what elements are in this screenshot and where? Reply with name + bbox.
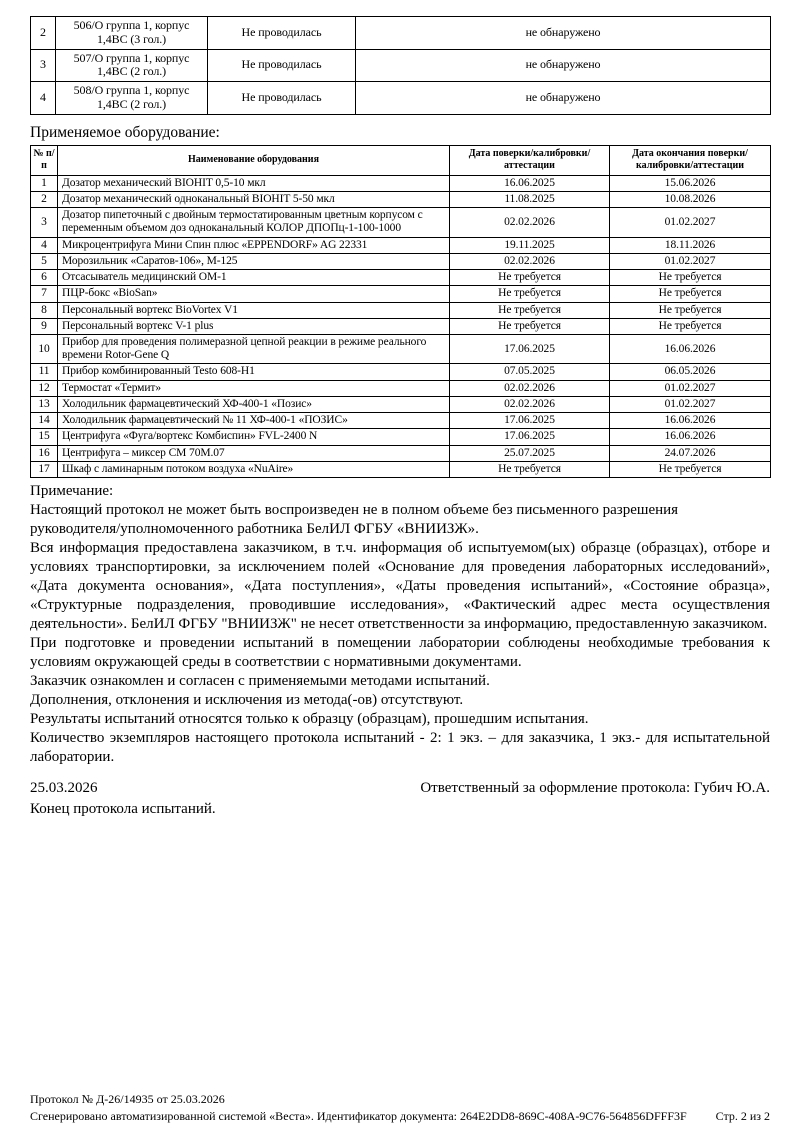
footer-protocol-line: Протокол № Д-26/14935 от 25.03.2026 [30,1092,225,1106]
equipment-name-cell: Центрифуга – миксер СМ 70М.07 [58,445,450,461]
equipment-row [31,237,771,253]
equipment-name-cell: Дозатор механический BIOHIT 0,5-10 мкл [58,175,450,191]
results-row [31,49,771,82]
equipment-row [31,334,771,363]
sample-number-cell: 2 [31,17,56,50]
test-status-cell: Не проводилась [208,82,356,115]
verification-end-date-cell: Не требуется [610,461,771,477]
equipment-row-number-cell: 5 [31,253,58,269]
equipment-row-number-cell: 12 [31,380,58,396]
verification-date-cell: Не требуется [450,318,610,334]
equipment-row [31,429,771,445]
sample-description-cell: 507/О группа 1, корпус 1,4ВС (2 гол.) [56,49,208,82]
footer-generated-line [30,1108,770,1125]
equipment-row [31,302,771,318]
equipment-row [31,318,771,334]
verification-end-date-cell: Не требуется [610,302,771,318]
page-footer [30,1091,770,1125]
equipment-row [31,413,771,429]
equipment-row-number-cell: 11 [31,364,58,380]
results-table [30,16,771,115]
verification-end-date-cell: 01.02.2027 [610,208,771,237]
equipment-section-title: Применяемое оборудование: [30,123,220,141]
test-result-cell: не обнаружено [356,82,771,115]
equipment-row-number-cell: 13 [31,396,58,412]
equipment-name-cell: Центрифуга «Фуга/вортекс Комбиспин» FVL-2400 N [58,429,450,445]
sample-description-cell: 508/О группа 1, корпус 1,4ВС (2 гол.) [56,82,208,115]
equipment-table-body [31,175,771,477]
note-paragraph: Вся информация предоставлена заказчиком, в т.ч. информация об испытуемом(ых) образце (образцах), отборе и условиях транспортировки, за исключением полей «Основание для проведения лабораторных исследований», «Дата документа основания», «Дата поступления», «Даты проведения испытаний», «Состояние образца», «Структурные подразделения, проводившие исследования», «Фактический адрес места осуществления деятельности». БелИЛ ФГБУ "ВНИИЗЖ" не несет ответственности за информацию, предоставленную заказчиком. [30,539,770,632]
note-paragraph: Результаты испытаний относятся только к образцу (образцам), прошедшим испытания. [30,710,589,727]
equipment-table [30,145,771,478]
equipment-name-cell: Персональный вортекс BioVortex V1 [58,302,450,318]
note-paragraph: Заказчик ознакомлен и согласен с применяемыми методами испытаний. [30,672,490,689]
equipment-row-number-cell: 15 [31,429,58,445]
equipment-table-header [31,145,771,175]
equipment-name-cell: Прибор для проведения полимеразной цепной реакции в режиме реального времени Rotor-Gene Q [58,334,450,363]
verification-date-cell: 19.11.2025 [450,237,610,253]
verification-end-date-cell: 16.06.2026 [610,429,771,445]
results-row [31,82,771,115]
equipment-row [31,396,771,412]
verification-end-date-cell: Не требуется [610,270,771,286]
equipment-row-number-cell: 6 [31,270,58,286]
header-row-number: № п/п [31,145,58,175]
equipment-row-number-cell: 9 [31,318,58,334]
page-number: Стр. 2 из 2 [715,1109,770,1123]
verification-end-date-cell: 01.02.2027 [610,380,771,396]
equipment-header-row [31,145,771,175]
verification-date-cell: 17.06.2025 [450,429,610,445]
equipment-row-number-cell: 10 [31,334,58,363]
equipment-row [31,445,771,461]
equipment-row [31,208,771,237]
equipment-name-cell: Отсасыватель медицинский ОМ-1 [58,270,450,286]
equipment-row [31,270,771,286]
verification-date-cell: 11.08.2025 [450,192,610,208]
test-result-cell: не обнаружено [356,49,771,82]
results-table-body [31,17,771,115]
verification-end-date-cell: 06.05.2026 [610,364,771,380]
verification-date-cell: Не требуется [450,286,610,302]
note-paragraph: Количество экземпляров настоящего протокола испытаний - 2: 1 экз. – для заказчика, 1 экз.- для испытательной лаборатории. [30,729,770,765]
protocol-date: 25.03.2026 [30,779,98,796]
equipment-name-cell: Персональный вортекс V-1 plus [58,318,450,334]
sample-number-cell: 3 [31,49,56,82]
equipment-row [31,286,771,302]
verification-date-cell: 16.06.2025 [450,175,610,191]
sample-description-cell: 506/О группа 1, корпус 1,4ВС (3 гол.) [56,17,208,50]
equipment-name-cell: Прибор комбинированный Testo 608-Н1 [58,364,450,380]
equipment-row-number-cell: 8 [31,302,58,318]
equipment-name-cell: Термостат «Термит» [58,380,450,396]
verification-date-cell: 25.07.2025 [450,445,610,461]
test-status-cell: Не проводилась [208,49,356,82]
equipment-row-number-cell: 4 [31,237,58,253]
header-verification-date: Дата поверки/калибровки/аттестации [450,145,610,175]
verification-date-cell: 17.06.2025 [450,413,610,429]
header-verification-end-date: Дата окончания поверки/калибровки/аттестации [610,145,771,175]
equipment-name-cell: ПЦР-бокс «BioSan» [58,286,450,302]
verification-end-date-cell: Не требуется [610,286,771,302]
verification-date-cell: Не требуется [450,302,610,318]
verification-end-date-cell: 24.07.2026 [610,445,771,461]
verification-end-date-cell: 15.06.2026 [610,175,771,191]
verification-date-cell: 02.02.2026 [450,396,610,412]
note-paragraph: При подготовке и проведении испытаний в помещении лаборатории соблюдены необходимые требования к условиям окружающей среды в соответствии с нормативными документами. [30,634,770,670]
footer-generated-text: Сгенерировано автоматизированной системой «Веста». Идентификатор документа: 264E2DD8-869C-408A-9C76-564856DFFF3F [30,1109,687,1123]
sample-number-cell: 4 [31,82,56,115]
verification-date-cell: 17.06.2025 [450,334,610,363]
equipment-name-cell: Дозатор механический одноканальный BIOHIT 5-50 мкл [58,192,450,208]
notes-section [30,482,770,767]
equipment-row [31,364,771,380]
test-status-cell: Не проводилась [208,17,356,50]
verification-date-cell: 02.02.2026 [450,380,610,396]
verification-end-date-cell: 16.06.2026 [610,413,771,429]
note-paragraph: Настоящий протокол не может быть воспроизведен не в полном объеме без письменного разрешения руководителя/уполномоченного работника БелИЛ ФГБУ «ВНИИЗЖ». [30,501,679,537]
notes-paragraphs [30,501,770,767]
verification-date-cell: 02.02.2026 [450,253,610,269]
results-row [31,17,771,50]
equipment-name-cell: Дозатор пипеточный с двойным термостатированным цветным корпусом с переменным объемом доз одноканальный КОЛОР ДПОПц-1-100-1000 [58,208,450,237]
equipment-row-number-cell: 1 [31,175,58,191]
equipment-row [31,380,771,396]
equipment-row-number-cell: 7 [31,286,58,302]
equipment-row [31,192,771,208]
notes-title: Примечание: [30,482,114,499]
equipment-name-cell: Микроцентрифуга Мини Спин плюс «EPPENDORF» AG 22331 [58,237,450,253]
equipment-name-cell: Холодильник фармацевтический № 11 ХФ-400-1 «ПОЗИС» [58,413,450,429]
equipment-name-cell: Морозильник «Саратов-106», М-125 [58,253,450,269]
equipment-name-cell: Шкаф с ламинарным потоком воздуха «NuAire» [58,461,450,477]
test-result-cell: не обнаружено [356,17,771,50]
end-of-protocol-label: Конец протокола испытаний. [30,800,216,817]
verification-end-date-cell: 18.11.2026 [610,237,771,253]
note-paragraph: Дополнения, отклонения и исключения из метода(-ов) отсутствуют. [30,691,464,708]
header-equipment-name: Наименование оборудования [58,145,450,175]
verification-end-date-cell: 01.02.2027 [610,396,771,412]
verification-date-cell: Не требуется [450,461,610,477]
verification-date-cell: 07.05.2025 [450,364,610,380]
verification-end-date-cell: 16.06.2026 [610,334,771,363]
equipment-row-number-cell: 17 [31,461,58,477]
verification-date-cell: 02.02.2026 [450,208,610,237]
verification-end-date-cell: 01.02.2027 [610,253,771,269]
verification-end-date-cell: Не требуется [610,318,771,334]
equipment-row [31,461,771,477]
equipment-row [31,253,771,269]
equipment-row-number-cell: 14 [31,413,58,429]
equipment-row-number-cell: 3 [31,208,58,237]
responsible-person: Ответственный за оформление протокола: Губич Ю.А. [420,779,770,796]
equipment-row [31,175,771,191]
equipment-row-number-cell: 2 [31,192,58,208]
equipment-row-number-cell: 16 [31,445,58,461]
signoff-row [30,779,770,798]
verification-end-date-cell: 10.08.2026 [610,192,771,208]
equipment-name-cell: Холодильник фармацевтический ХФ-400-1 «Позис» [58,396,450,412]
verification-date-cell: Не требуется [450,270,610,286]
